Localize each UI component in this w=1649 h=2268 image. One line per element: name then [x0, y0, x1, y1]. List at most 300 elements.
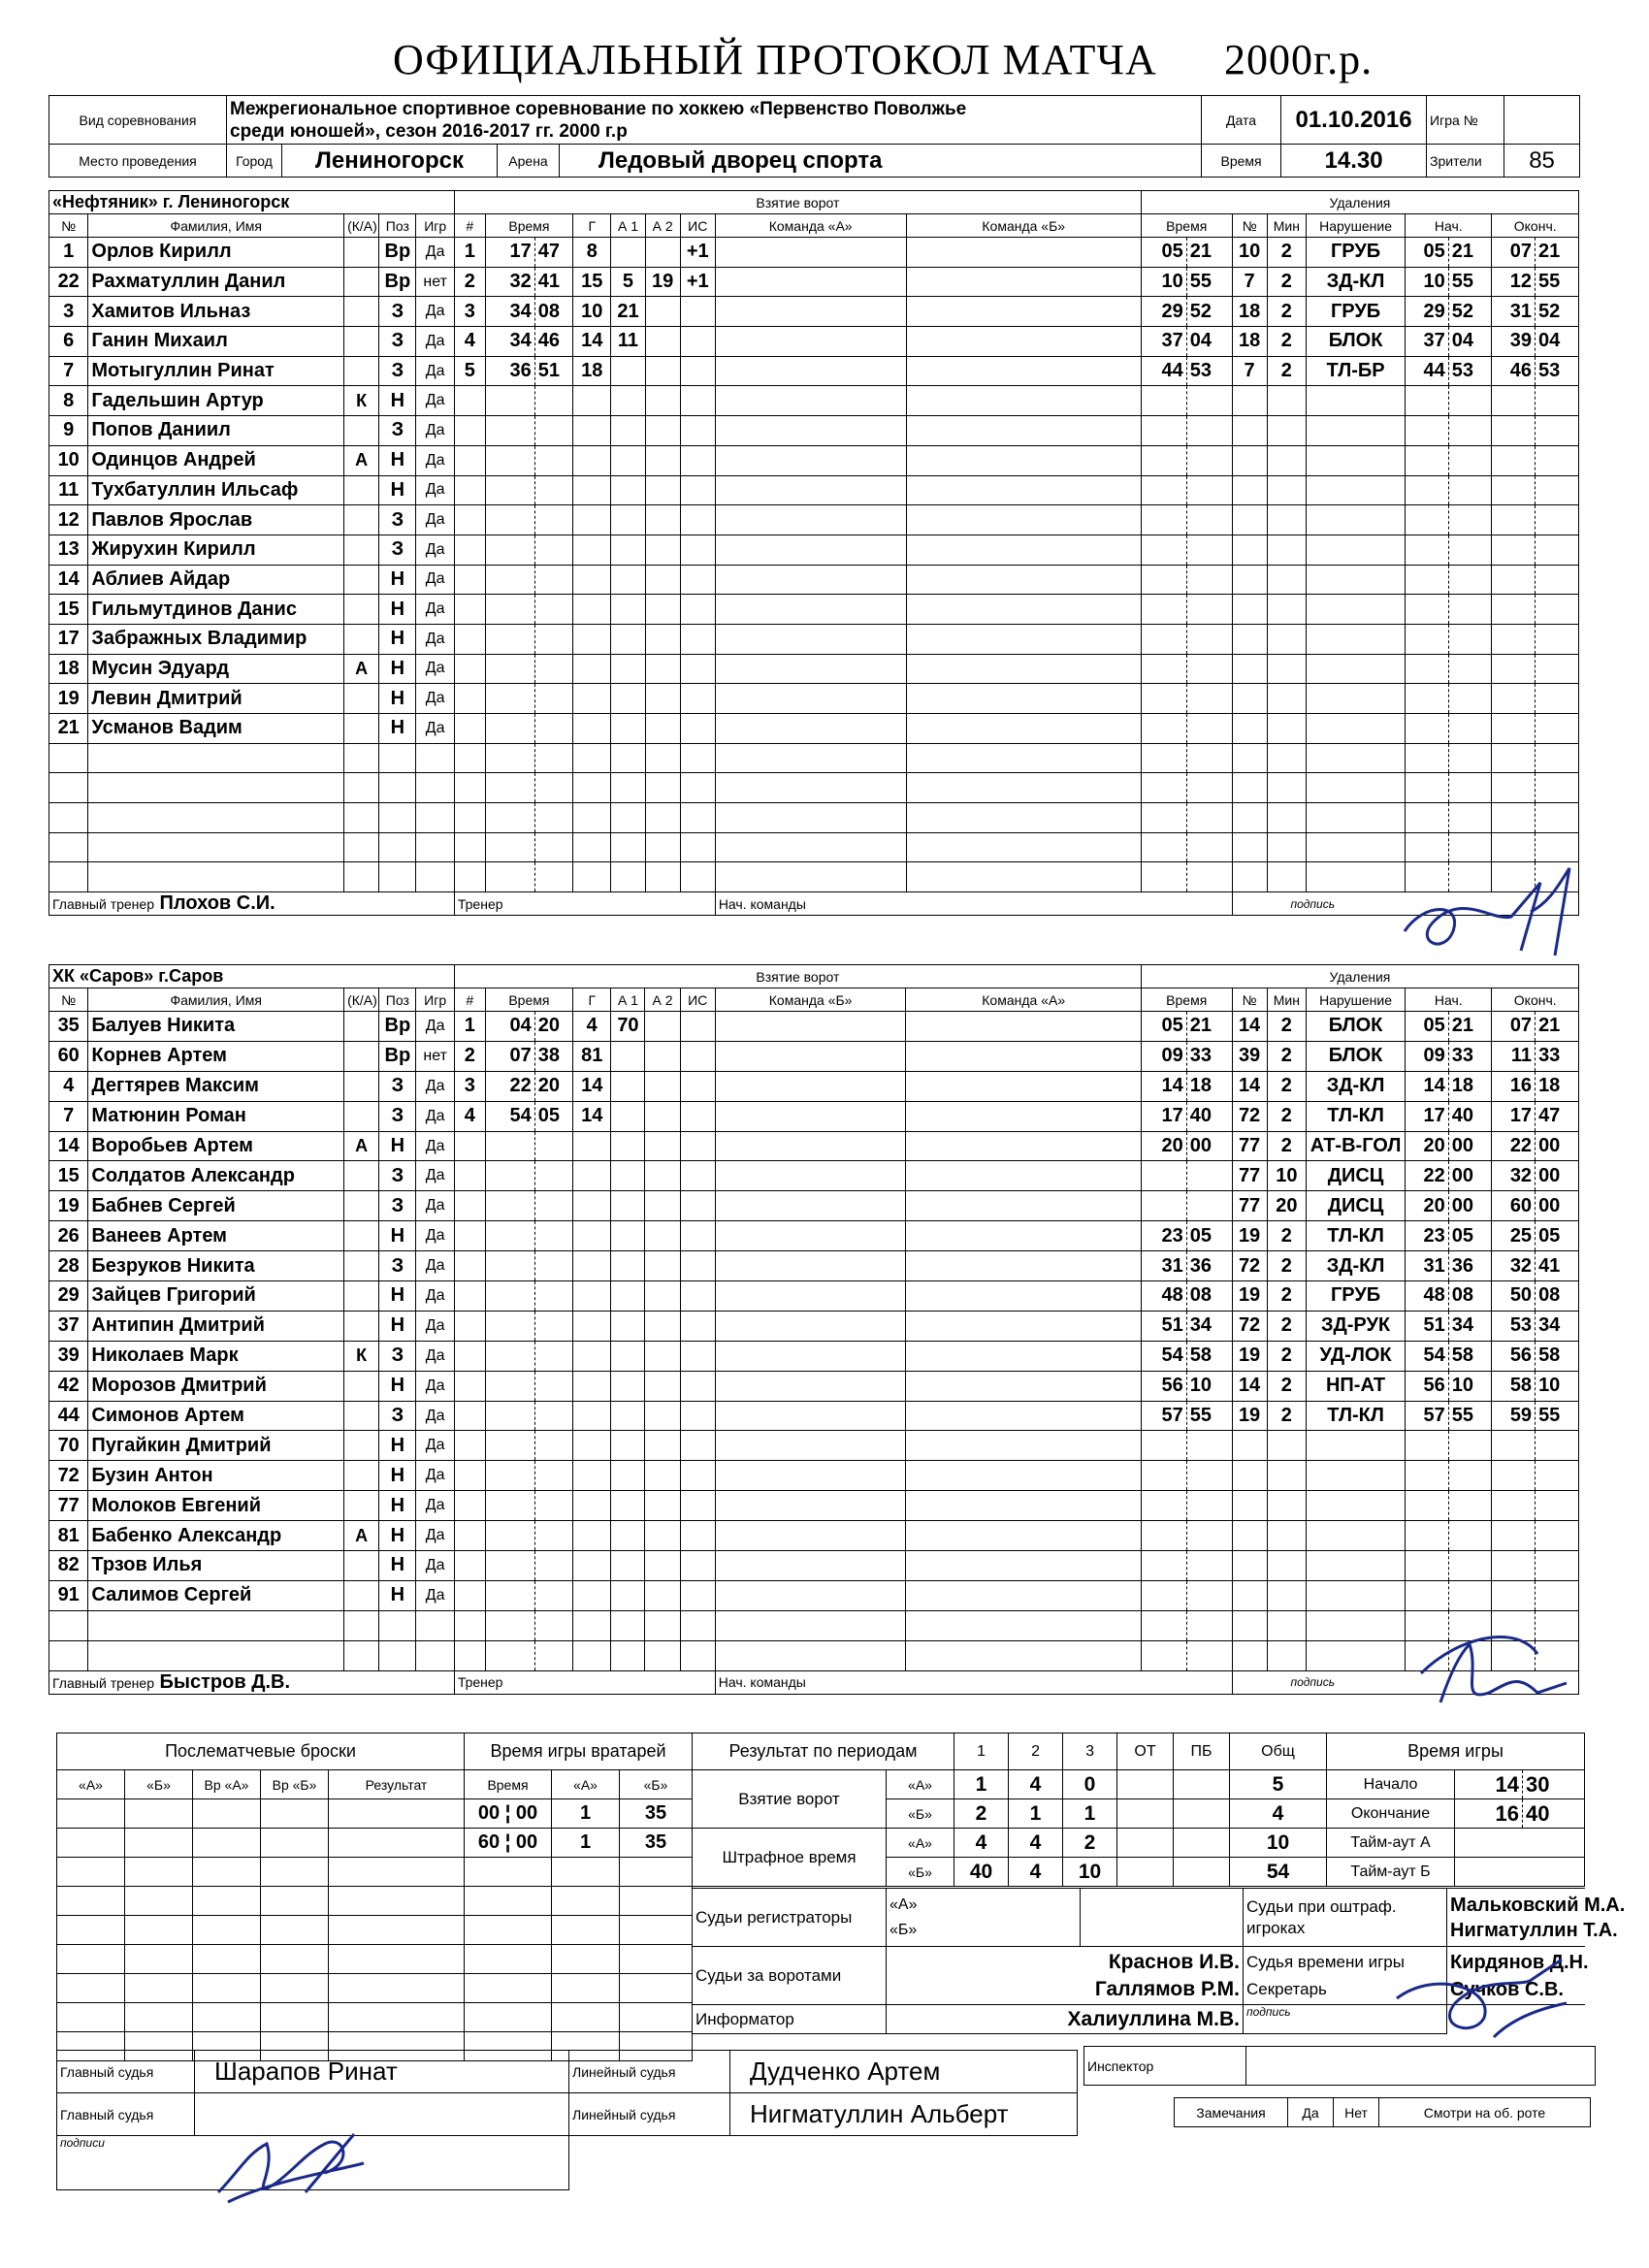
player-position: Н: [379, 1521, 416, 1551]
pen-end-min: 56: [1492, 1341, 1536, 1371]
pen-end-sec: 47: [1536, 1101, 1579, 1131]
goal-assist-1: [611, 1640, 645, 1670]
goal-min: 22: [485, 1071, 534, 1101]
pen-time-sec: [1186, 1551, 1232, 1581]
table-row: [49, 1431, 1579, 1461]
goalie-sec: 00: [515, 1831, 538, 1853]
pen-player: 77: [1232, 1191, 1267, 1221]
goal-sec: 20: [534, 1071, 572, 1101]
goal-assist-2: [645, 773, 680, 803]
pen-player: [1232, 624, 1267, 654]
table-row: [49, 595, 1579, 625]
goalie-sec: 00: [515, 1802, 538, 1824]
team-a-cell: [715, 356, 906, 386]
pen-player: [1232, 862, 1267, 892]
pen-time-sec: [1186, 1431, 1232, 1461]
player-played: [416, 862, 454, 892]
shootout-cell: [125, 1887, 193, 1916]
pen-start-sec: [1448, 1551, 1492, 1581]
player-position: Н: [379, 654, 416, 684]
team-b-cell: [906, 1551, 1141, 1581]
goal-situation: [680, 624, 715, 654]
goal-sec: [534, 535, 572, 565]
player-number: 29: [49, 1281, 88, 1312]
team-b-cell: [906, 654, 1141, 684]
goal-situation: [680, 1191, 715, 1221]
goal-scorer: [573, 1131, 611, 1161]
pen-player: [1232, 1491, 1267, 1521]
pen-end-min: 25: [1492, 1221, 1536, 1251]
coach-label: Главный тренер: [52, 1674, 154, 1691]
registrars-title: Судьи регистраторы: [695, 1907, 853, 1927]
goal-assist-2: [645, 1610, 680, 1640]
goal-assist-2: [645, 1461, 680, 1491]
pen-violation: [1307, 624, 1406, 654]
goal-sec: [534, 743, 572, 773]
goal-situation: [680, 743, 715, 773]
pen-violation: [1307, 803, 1406, 833]
pen-violation: БЛОК: [1307, 1041, 1406, 1071]
pen-time-min: 31: [1141, 1251, 1186, 1281]
sign-cell: подпись: [1232, 1670, 1579, 1694]
goal-assist-2: [645, 1371, 680, 1401]
pen-start-sec: [1448, 445, 1492, 475]
pen-end-min: 16: [1492, 1071, 1536, 1101]
pen-time-min: [1141, 1521, 1186, 1551]
notes-table: [1174, 2097, 1591, 2127]
team-b-cell: [906, 386, 1141, 416]
viol-col: Нарушение: [1307, 988, 1406, 1012]
shootout-col: Результат: [329, 1770, 465, 1799]
shootout-cell: [57, 1916, 125, 1945]
team-a-cell: [715, 565, 906, 595]
goal-scorer: [573, 1461, 611, 1491]
pen-end-min: [1492, 1551, 1536, 1581]
table-row: [49, 386, 1579, 416]
pen-player: 39: [1232, 1041, 1267, 1071]
player-played: Да: [416, 505, 454, 535]
table-row: [49, 1401, 1579, 1431]
pen-start-min: [1406, 475, 1449, 505]
notes-yes: Да: [1288, 2098, 1334, 2127]
player-number: 12: [49, 505, 88, 535]
team-a-cell: [715, 475, 906, 505]
goal-assist-1: [611, 238, 645, 268]
pen-time-min: [1141, 1610, 1186, 1640]
player-name: Мотыгуллин Ринат: [88, 356, 344, 386]
game-value: [1504, 96, 1580, 145]
shootout-cell: [193, 1945, 261, 1974]
pen-time-sec: 33: [1186, 1041, 1232, 1071]
registrars-teams: [887, 1889, 1081, 1947]
shootout-cell: [329, 2003, 465, 2032]
pen-start-sec: [1448, 505, 1492, 535]
teamB-table: [48, 964, 1579, 1695]
pen-end-sec: [1536, 1461, 1579, 1491]
pen-start-min: 10: [1406, 267, 1449, 297]
pen-minutes: 2: [1267, 1041, 1306, 1071]
player-played: Да: [416, 1101, 454, 1131]
goal-scorer: 14: [573, 327, 611, 357]
goalie-a: [552, 1945, 620, 1974]
pen-time-sec: [1186, 1521, 1232, 1551]
player-name: Хамитов Ильназ: [88, 297, 344, 327]
goal-scorer: 81: [573, 1041, 611, 1071]
player-played: Да: [416, 1341, 454, 1371]
team-col-1: Команда «А»: [715, 214, 906, 238]
pen-time-min: [1141, 1161, 1186, 1191]
pen-minutes: [1267, 475, 1306, 505]
player-number: 14: [49, 1131, 88, 1161]
pen-end-sec: [1536, 505, 1579, 535]
goal-min: 34: [485, 327, 534, 357]
pen-violation: [1307, 1640, 1406, 1670]
goal-assist-1: [611, 1401, 645, 1431]
pen-violation: [1307, 1461, 1406, 1491]
pen-violation: [1307, 1491, 1406, 1521]
player-position: З: [379, 1341, 416, 1371]
goal-number: [454, 1640, 485, 1670]
pen-time-min: [1141, 624, 1186, 654]
player-role: [344, 1640, 379, 1670]
player-position: З: [379, 356, 416, 386]
pen-violation: БЛОК: [1307, 1012, 1406, 1042]
goal-min: [485, 535, 534, 565]
goal-sec: 41: [534, 267, 572, 297]
table-row: [465, 1829, 693, 1858]
player-position: З: [379, 1161, 416, 1191]
shootout-cell: [261, 1974, 329, 2003]
pen-start-min: 31: [1406, 1251, 1449, 1281]
game-time-min: 40: [1523, 1799, 1585, 1829]
player-number: 15: [49, 595, 88, 625]
goal-scorer: [573, 416, 611, 446]
pen-time-sec: 05: [1186, 1221, 1232, 1251]
goal-situation: [680, 654, 715, 684]
table-row: [49, 1640, 1579, 1670]
player-position: Н: [379, 445, 416, 475]
pen-player: 14: [1232, 1371, 1267, 1401]
pen-start-min: 05: [1406, 238, 1449, 268]
table-row: [49, 654, 1579, 684]
pen-start-sec: 55: [1448, 1401, 1492, 1431]
goal-min: [485, 1281, 534, 1312]
pen-start-sec: 40: [1448, 1101, 1492, 1131]
period-col-2: 3: [1063, 1733, 1117, 1770]
shootout-col: «Б»: [125, 1770, 193, 1799]
goal-assist-1: [611, 1041, 645, 1071]
goal-assist-2: [645, 297, 680, 327]
player-name: Одинцов Андрей: [88, 445, 344, 475]
goal-judges-value: [887, 1947, 1244, 2005]
player-name: Левин Дмитрий: [88, 684, 344, 714]
pen-player: [1232, 386, 1267, 416]
shootout-cell: [329, 1887, 465, 1916]
goal-scorer: [573, 654, 611, 684]
goal-assist-2: [645, 1551, 680, 1581]
pen-start-min: 23: [1406, 1221, 1449, 1251]
pen-start-min: [1406, 505, 1449, 535]
team-a-cell: [715, 684, 906, 714]
competition: Межрегиональное спортивное соревнование по хоккею «Первенство Поволжье среди юношей», сезон 2016-2017 гг. 2000 г.р: [227, 96, 1202, 145]
goal-situation: [680, 1281, 715, 1312]
goal-scorer: [573, 535, 611, 565]
informer-label: Информатор: [693, 2005, 887, 2034]
pen-end-min: 07: [1492, 1012, 1536, 1042]
table-row: [49, 1131, 1579, 1161]
player-played: Да: [416, 1221, 454, 1251]
date-value: 01.10.2016: [1281, 96, 1427, 145]
pen-time-min: 17: [1141, 1101, 1186, 1131]
player-played: Да: [416, 1071, 454, 1101]
pen-end-min: 59: [1492, 1401, 1536, 1431]
team-b-cell: [906, 1491, 1141, 1521]
team-b-cell: [906, 1251, 1141, 1281]
goal-min: [485, 1461, 534, 1491]
team-b-cell: [906, 1461, 1141, 1491]
team-b-cell: [906, 1341, 1141, 1371]
player-played: [416, 743, 454, 773]
table-row: [49, 1191, 1579, 1221]
player-position: З: [379, 416, 416, 446]
pen-start-min: [1406, 386, 1449, 416]
pen-start-min: [1406, 1521, 1449, 1551]
pen-end-min: 32: [1492, 1251, 1536, 1281]
table-row: [49, 445, 1579, 475]
pen-minutes: 2: [1267, 1401, 1306, 1431]
goal-number: [454, 1491, 485, 1521]
goal-min: [485, 1251, 534, 1281]
pen-player: 7: [1232, 356, 1267, 386]
player-number: 28: [49, 1251, 88, 1281]
team-b-cell: [906, 832, 1141, 862]
goal-sec: 08: [534, 297, 572, 327]
pen-end-min: 39: [1492, 327, 1536, 357]
player-position: З: [379, 1101, 416, 1131]
player-name: Молоков Евгений: [88, 1491, 344, 1521]
goal-sec: [534, 1311, 572, 1341]
goalie-b: [620, 1945, 693, 1974]
player-played: Да: [416, 1251, 454, 1281]
goal-min: [485, 714, 534, 744]
pen-minutes: [1267, 445, 1306, 475]
pen-time-sec: [1186, 1491, 1232, 1521]
team-a-cell: [715, 773, 906, 803]
shootout-cell: [261, 1829, 329, 1858]
player-role: [344, 862, 379, 892]
period-value: 10: [1063, 1858, 1117, 1887]
goal-situation: [680, 832, 715, 862]
pen-start-min: [1406, 624, 1449, 654]
goal-sec: [534, 505, 572, 535]
pen-start-sec: 21: [1448, 1012, 1492, 1042]
goal-assist-1: [611, 1131, 645, 1161]
notes-label: Замечания: [1175, 2098, 1288, 2127]
time-label: Время: [1202, 145, 1281, 178]
goals-header: Взятие ворот: [454, 965, 1141, 988]
goal-min: [485, 1191, 534, 1221]
pen-player: 19: [1232, 1281, 1267, 1312]
goal-assist-2: [645, 1191, 680, 1221]
player-name: Николаев Марк: [88, 1341, 344, 1371]
goal-assist-1: [611, 1580, 645, 1610]
pen-end-min: [1492, 1521, 1536, 1551]
table-row: [49, 1521, 1579, 1551]
pen-violation: [1307, 1521, 1406, 1551]
pen-start-sec: 36: [1448, 1251, 1492, 1281]
pen-player: [1232, 684, 1267, 714]
goal-assist-2: 19: [645, 267, 680, 297]
pen-time-min: [1141, 565, 1186, 595]
player-name: Балуев Никита: [88, 1012, 344, 1042]
player-position: З: [379, 505, 416, 535]
coach-name: Плохов С.И.: [159, 892, 275, 915]
pen-start-sec: [1448, 654, 1492, 684]
coach-a-signature: [1395, 863, 1589, 970]
registrars-text: [695, 1906, 883, 1929]
pen-start-sec: [1448, 714, 1492, 744]
team-a-cell: [715, 714, 906, 744]
goal-scorer: [573, 565, 611, 595]
pen-minutes: 2: [1267, 327, 1306, 357]
team-a-cell: [715, 595, 906, 625]
pen-start-sec: [1448, 624, 1492, 654]
pen-violation: [1307, 535, 1406, 565]
goal-situation: [680, 1341, 715, 1371]
goal-assist-2: [645, 654, 680, 684]
player-played: Да: [416, 297, 454, 327]
line-ref-1: Дудченко Артем: [730, 2051, 1078, 2093]
goal-scorer: 14: [573, 1071, 611, 1101]
pen-start-min: [1406, 654, 1449, 684]
pen-time-min: [1141, 416, 1186, 446]
goal-sec: [534, 654, 572, 684]
ka-col: (К/А): [344, 214, 379, 238]
pen-end-min: [1492, 832, 1536, 862]
pen-end-sec: 41: [1536, 1251, 1579, 1281]
pen-player: [1232, 743, 1267, 773]
goalie-b: [620, 1858, 693, 1887]
team-b-cell: [906, 267, 1141, 297]
time-judge-title: Судья времени игры: [1246, 1952, 1405, 1971]
team-b-cell: [906, 565, 1141, 595]
goal-number: [454, 684, 485, 714]
goal-assist-2: [645, 1580, 680, 1610]
player-name: Жирухин Кирилл: [88, 535, 344, 565]
goal-sec: [534, 714, 572, 744]
pen-end-sec: [1536, 803, 1579, 833]
pen-start-min: 29: [1406, 297, 1449, 327]
pen-player: [1232, 445, 1267, 475]
player-name: Орлов Кирилл: [88, 238, 344, 268]
goal-assist-2: [645, 535, 680, 565]
pen-start-sec: 21: [1448, 238, 1492, 268]
goal-sec: [534, 416, 572, 446]
player-number: [49, 1640, 88, 1670]
pen-end-sec: 21: [1536, 1012, 1579, 1042]
refs-signatures-label: подписи: [57, 2136, 569, 2190]
pen-player: [1232, 475, 1267, 505]
goal-assist-2: [645, 475, 680, 505]
table-row: [49, 832, 1579, 862]
pen-time-sec: [1186, 714, 1232, 744]
goal-scorer: [573, 832, 611, 862]
goal-sec: [534, 1251, 572, 1281]
min-col: Мин: [1267, 988, 1306, 1012]
goal-min: [485, 1580, 534, 1610]
pen-player: 77: [1232, 1131, 1267, 1161]
pen-time-min: [1141, 654, 1186, 684]
referee-signature: [209, 2115, 373, 2212]
team-label: «Б»: [887, 1858, 954, 1887]
team-a-cell: [715, 416, 906, 446]
goal-assist-2: [645, 1251, 680, 1281]
captain-cell: Нач. команды: [715, 1670, 1232, 1694]
player-number: 21: [49, 714, 88, 744]
goal-number: [454, 595, 485, 625]
table-row: [57, 1829, 465, 1858]
pen-time-min: [1141, 1431, 1186, 1461]
pen-start-sec: [1448, 684, 1492, 714]
goalie-a: 1: [552, 1799, 620, 1829]
pen-minutes: [1267, 1521, 1306, 1551]
pen-end-min: 07: [1492, 238, 1536, 268]
player-name: [88, 1610, 344, 1640]
pen-minutes: [1267, 535, 1306, 565]
player-number: 13: [49, 535, 88, 565]
pen-time-min: [1141, 535, 1186, 565]
goalie-time: [465, 1858, 552, 1887]
player-position: Н: [379, 1461, 416, 1491]
pen-violation: НП-АТ: [1307, 1371, 1406, 1401]
pen-start-min: [1406, 595, 1449, 625]
pen-minutes: [1267, 743, 1306, 773]
goal-situation: +1: [680, 267, 715, 297]
player-name: Бабенко Александр: [88, 1521, 344, 1551]
goal-number: [454, 1371, 485, 1401]
shootout-cell: [57, 1829, 125, 1858]
spectators-label: Зрители: [1427, 145, 1504, 178]
pen-start-min: [1406, 743, 1449, 773]
inspector-value: [1246, 2047, 1596, 2086]
player-role: А: [344, 1131, 379, 1161]
team-a-cell: [715, 1281, 906, 1312]
table-row: [465, 1916, 693, 1945]
table-row: [57, 1887, 465, 1916]
goal-min: [485, 1521, 534, 1551]
goal-assist-1: [611, 1341, 645, 1371]
goal-number: [454, 416, 485, 446]
is-col: ИС: [680, 214, 715, 238]
pen-player: [1232, 416, 1267, 446]
pen-start-min: [1406, 1431, 1449, 1461]
player-position: З: [379, 1191, 416, 1221]
pen-player: [1232, 773, 1267, 803]
pen-time-min: [1141, 475, 1186, 505]
pen-player: [1232, 1461, 1267, 1491]
pen-player: [1232, 595, 1267, 625]
goal-sec: [534, 1401, 572, 1431]
team-b-cell: [906, 1161, 1141, 1191]
pen-minutes: [1267, 565, 1306, 595]
shootout-cell: [261, 1887, 329, 1916]
pen-start-sec: 52: [1448, 297, 1492, 327]
goal-number: [454, 505, 485, 535]
goal-number: [454, 1131, 485, 1161]
pen-minutes: [1267, 714, 1306, 744]
table-row: [49, 743, 1579, 773]
pen-start-sec: [1448, 595, 1492, 625]
